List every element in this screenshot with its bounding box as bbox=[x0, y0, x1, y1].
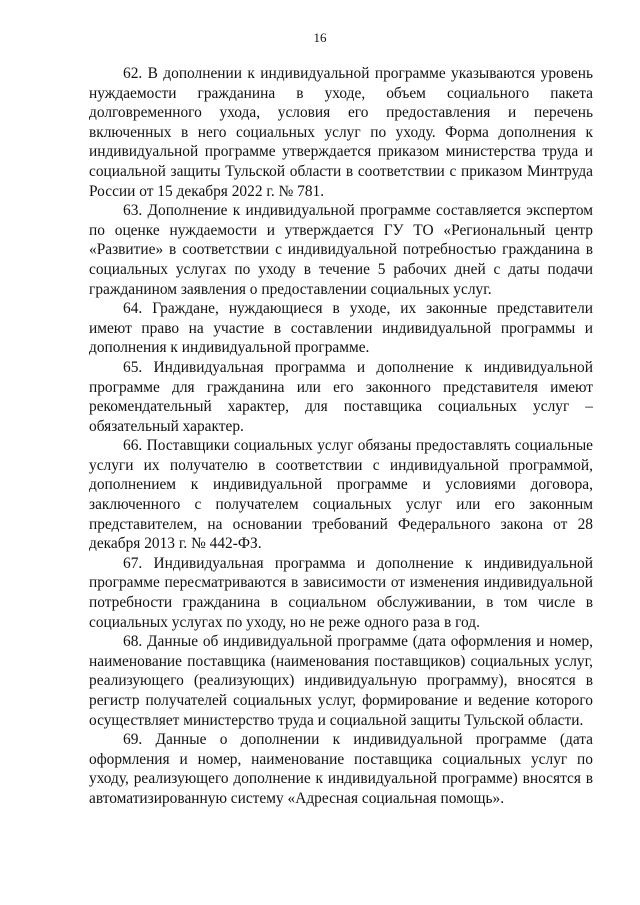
document-body bbox=[89, 64, 593, 809]
paragraph-68: 68. Данные об индивидуальной программе (дата оформления и номер, наименование поставщика (наименования поставщиков) социальных услуг, реализующего (реализующих) индивидуальную программу), вносятся в регистр получателей социальных услуг, формирование и ведение которого осуществляет министерство труда и социальной защиты Тульской области. bbox=[89, 633, 593, 729]
paragraph-67: 67. Индивидуальная программа и дополнение к индивидуальной программе пересматриваются в зависимости от изменения индивидуальной потребности гражданина в социальном обслуживании, в том числе в социальных услугах по уходу, но не реже одного раза в год. bbox=[89, 554, 593, 631]
paragraph-62: 62. В дополнении к индивидуальной программе указываются уровень нуждаемости гражданина в уходе, объем социального пакета долговременного ухода, условия его предоставления и перечень включенных в него социальных услуг по уходу. Форма дополнения к индивидуальной программе утверждается приказом министерства труда и социальной защиты Тульской области в соответствии с приказом Минтруда России от 15 декабря 2022 г. № 781. bbox=[89, 65, 593, 200]
paragraph-64: 64. Граждане, нуждающиеся в уходе, их законные представители имеют право на участие в составлении индивидуальной программы и дополнения к индивидуальной программе. bbox=[89, 300, 593, 357]
page-number: 16 bbox=[313, 30, 327, 45]
paragraph-69: 69. Данные о дополнении к индивидуальной программе (дата оформления и номер, наименование поставщика социальных услуг по уходу, реализующего дополнение к индивидуальной программе) вносятся в автоматизированную систему «Адресная социальная помощь». bbox=[89, 731, 593, 807]
paragraph-63: 63. Дополнение к индивидуальной программе составляется экспертом по оценке нуждаемости и утверждается ГУ ТО «Региональный центр «Развитие» в соответствии с индивидуальной потребностью гражданина в социальных услугах по уходу в течение 5 рабочих дней с даты подачи гражданином заявления о предоставлении социальных услуг. bbox=[89, 202, 593, 298]
paragraph-65: 65. Индивидуальная программа и дополнение к индивидуальной программе для гражданина или его законного представителя имеют рекомендательный характер, для поставщика социальных услуг – обязательный характер. bbox=[89, 358, 593, 435]
paragraph-66: 66. Поставщики социальных услуг обязаны предоставлять социальные услуги их получателю в соответствии с индивидуальной программой, дополнением к индивидуальной программе и условиями договора, заключенного с получателем социальных услуг или его законным представителем, на основании требований Федерального закона от 28 декабря 2013 г. № 442-ФЗ. bbox=[89, 437, 593, 553]
